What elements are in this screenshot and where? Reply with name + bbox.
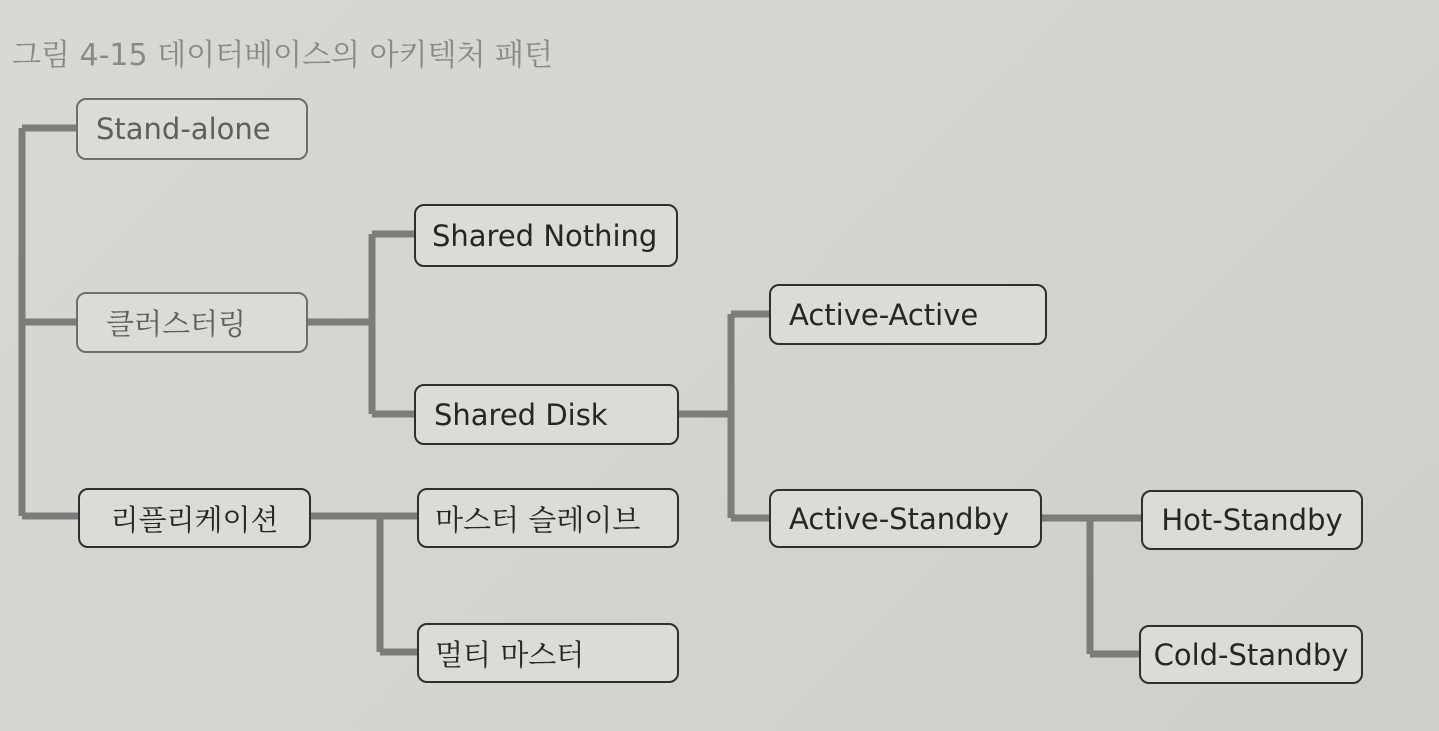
- node-multi-master: 멀티 마스터: [417, 623, 679, 683]
- node-replication: 리플리케이션: [78, 488, 311, 548]
- node-shared-disk: Shared Disk: [414, 384, 679, 445]
- figure-caption: 그림 4-15 데이터베이스의 아키텍처 패턴: [12, 38, 553, 73]
- node-clustering: 클러스터링: [76, 292, 308, 353]
- node-active-standby: Active-Standby: [769, 489, 1042, 548]
- node-master-slave: 마스터 슬레이브: [417, 488, 679, 548]
- node-hot-standby: Hot-Standby: [1141, 490, 1363, 550]
- node-active-active: Active-Active: [769, 284, 1047, 345]
- node-cold-standby: Cold-Standby: [1139, 625, 1363, 684]
- node-stand-alone: Stand-alone: [76, 98, 308, 160]
- node-shared-nothing: Shared Nothing: [414, 204, 678, 267]
